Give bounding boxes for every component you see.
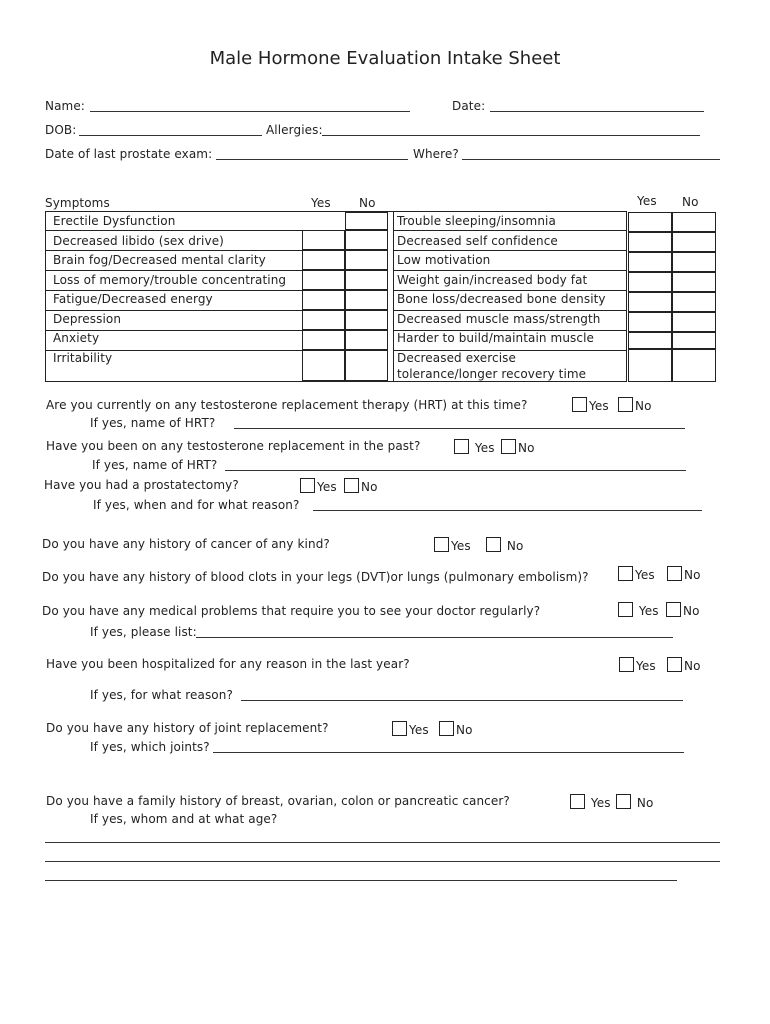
name-label: Name: <box>45 99 85 113</box>
symptom-left-4: Loss of memory/trouble concentrating <box>53 273 287 287</box>
checkbox-icon[interactable] <box>572 397 587 412</box>
date-label: Date: <box>452 99 486 113</box>
symptom-right-6-no-box[interactable] <box>672 312 716 332</box>
q9-answer-line-3[interactable] <box>45 880 677 881</box>
symptom-left-2: Decreased libido (sex drive) <box>53 234 224 248</box>
prostate-exam-label: Date of last prostate exam: <box>45 147 213 161</box>
symptom-left-3-yes-box[interactable] <box>302 250 345 270</box>
dob-label: DOB: <box>45 123 77 137</box>
row-divider <box>393 250 627 251</box>
checkbox-icon[interactable] <box>486 537 501 552</box>
symptom-right-3-yes-box[interactable] <box>628 252 672 272</box>
q6-label: Do you have any medical problems that require you to see your doctor regularly? <box>42 604 541 618</box>
q8-yes[interactable] <box>392 721 429 737</box>
q9-yes-label: Yes <box>590 796 611 810</box>
q8-yes-label: Yes <box>409 723 429 737</box>
checkbox-icon[interactable] <box>570 794 585 809</box>
q9-sub-label: If yes, whom and at what age? <box>90 812 278 826</box>
checkbox-icon[interactable] <box>501 439 516 454</box>
row-divider <box>45 310 302 311</box>
q9-answer-line-1[interactable] <box>45 842 720 843</box>
symptom-right-6: Decreased muscle mass/strength <box>397 312 601 326</box>
symptom-left-3-no-box[interactable] <box>345 250 388 270</box>
row-divider <box>393 350 627 351</box>
allergies-field[interactable] <box>322 135 700 136</box>
prostate-exam-field[interactable] <box>216 159 408 160</box>
q8-no-label: No <box>456 723 473 737</box>
q7-no-label: No <box>684 659 701 673</box>
symptom-right-1-no-box[interactable] <box>672 212 716 232</box>
q3-sub-label: If yes, when and for what reason? <box>93 498 300 512</box>
symptom-left-6-no-box[interactable] <box>345 310 388 330</box>
q9-answer-line-2[interactable] <box>45 861 720 862</box>
row-divider <box>393 330 627 331</box>
symptom-left-1: Erectile Dysfunction <box>53 214 176 228</box>
row-divider <box>45 270 302 271</box>
q5-yes[interactable] <box>618 566 655 582</box>
symptom-right-7-no-box[interactable] <box>672 332 716 349</box>
q3-no[interactable] <box>344 478 378 494</box>
q3-sub-field[interactable] <box>313 510 702 511</box>
checkbox-icon[interactable] <box>618 566 633 581</box>
where-label: Where? <box>413 147 459 161</box>
checkbox-icon[interactable] <box>667 657 682 672</box>
symptom-left-8-no-box[interactable] <box>345 350 388 381</box>
checkbox-icon[interactable] <box>667 566 682 581</box>
q1-sub-label: If yes, name of HRT? <box>90 416 216 430</box>
symptom-right-5-yes-box[interactable] <box>628 292 672 312</box>
q6-no-label: No <box>683 604 700 618</box>
symptom-right-1: Trouble sleeping/insomnia <box>397 214 556 228</box>
q6-yes[interactable] <box>618 602 659 618</box>
q4-yes-label: Yes <box>451 539 471 553</box>
q4-yes[interactable] <box>434 537 471 553</box>
symptom-left-2-no-box[interactable] <box>345 230 388 250</box>
symptom-left-2-yes-box[interactable] <box>302 230 345 250</box>
checkbox-icon[interactable] <box>434 537 449 552</box>
checkbox-icon[interactable] <box>344 478 359 493</box>
symptom-right-3: Low motivation <box>397 253 491 267</box>
symptom-left-6-yes-box[interactable] <box>302 310 345 330</box>
symptom-right-8b: tolerance/longer recovery time <box>397 367 587 381</box>
q1-label: Are you currently on any testosterone replacement therapy (HRT) at this time? <box>46 398 528 412</box>
symptom-right-3-no-box[interactable] <box>672 252 716 272</box>
q7-sub-field[interactable] <box>241 700 683 701</box>
checkbox-icon[interactable] <box>439 721 454 736</box>
symptom-right-6-yes-box[interactable] <box>628 312 672 332</box>
symptom-right-8: Decreased exercise <box>397 351 517 365</box>
symptom-left-8: Irritability <box>53 351 113 365</box>
q5-no[interactable] <box>667 566 701 582</box>
checkbox-icon[interactable] <box>666 602 681 617</box>
row-divider <box>393 290 627 291</box>
q7-yes-label: Yes <box>636 659 656 673</box>
symptom-right-5-no-box[interactable] <box>672 292 716 312</box>
name-field[interactable] <box>90 111 410 112</box>
checkbox-icon[interactable] <box>618 397 633 412</box>
symptom-right-2-no-box[interactable] <box>672 232 716 252</box>
q8-sub-label: If yes, which joints? <box>90 740 210 754</box>
symptom-right-4-no-box[interactable] <box>672 272 716 292</box>
q7-no[interactable] <box>667 657 701 673</box>
q2-no[interactable] <box>501 439 535 455</box>
checkbox-icon[interactable] <box>300 478 315 493</box>
symptom-left-7: Anxiety <box>53 331 100 345</box>
q6-sub-label: If yes, please list: <box>90 625 197 639</box>
q4-no[interactable] <box>486 537 523 553</box>
dob-field[interactable] <box>79 135 262 136</box>
q9-yes[interactable] <box>570 794 611 810</box>
symptom-right-2-yes-box[interactable] <box>628 232 672 252</box>
date-field[interactable] <box>490 111 704 112</box>
q4-no-label: No <box>506 539 524 553</box>
q8-label: Do you have any history of joint replacement? <box>46 721 329 735</box>
symptom-right-4: Weight gain/increased body fat <box>397 273 588 287</box>
checkbox-icon[interactable] <box>618 602 633 617</box>
row-divider <box>45 290 302 291</box>
q3-yes-label: Yes <box>317 480 337 494</box>
q2-sub-label: If yes, name of HRT? <box>92 458 218 472</box>
q1-yes-label: Yes <box>589 399 609 413</box>
symptom-right-8-yes-box[interactable] <box>628 349 672 382</box>
q1-no[interactable] <box>618 397 652 413</box>
q3-label: Have you had a prostatectomy? <box>44 478 239 492</box>
symptom-right-8-no-box[interactable] <box>672 349 716 382</box>
row-divider <box>45 330 302 331</box>
symptoms-yes-header-left: Yes <box>311 196 331 210</box>
q3-no-label: No <box>361 480 378 494</box>
q4-label: Do you have any history of cancer of any kind? <box>42 537 330 551</box>
symptom-right-7: Harder to build/maintain muscle <box>397 331 595 345</box>
q1-sub-field[interactable] <box>234 428 685 429</box>
q9-label: Do you have a family history of breast, ovarian, colon or pancreatic cancer? <box>46 794 510 808</box>
symptom-right-4-yes-box[interactable] <box>628 272 672 292</box>
symptoms-no-header-right: No <box>682 195 699 209</box>
row-divider <box>393 310 627 311</box>
q6-yes-label: Yes <box>638 604 659 618</box>
q8-no[interactable] <box>439 721 473 737</box>
symptom-right-2: Decreased self confidence <box>397 234 558 248</box>
q2-no-label: No <box>518 441 535 455</box>
checkbox-icon[interactable] <box>619 657 634 672</box>
q7-label: Have you been hospitalized for any reason in the last year? <box>46 657 410 671</box>
checkbox-icon[interactable] <box>392 721 407 736</box>
symptom-left-1-no-box[interactable] <box>345 212 388 230</box>
q9-no[interactable] <box>616 794 653 810</box>
q5-label: Do you have any history of blood clots in your legs (DVT)or lungs (pulmonary embolism)? <box>42 570 589 584</box>
symptom-left-3: Brain fog/Decreased mental clarity <box>53 253 266 267</box>
q5-yes-label: Yes <box>635 568 655 582</box>
q6-no[interactable] <box>666 602 700 618</box>
q2-yes-label: Yes <box>474 441 495 455</box>
allergies-label: Allergies: <box>266 123 323 137</box>
symptom-left-8-yes-box[interactable] <box>302 350 345 381</box>
symptom-left-5-no-box[interactable] <box>345 290 388 310</box>
q5-no-label: No <box>684 568 701 582</box>
page-title: Male Hormone Evaluation Intake Sheet <box>209 48 561 69</box>
row-divider <box>45 230 302 231</box>
checkbox-icon[interactable] <box>616 794 631 809</box>
q3-yes[interactable] <box>300 478 337 494</box>
symptom-left-4-yes-box[interactable] <box>302 270 345 290</box>
q8-sub-field[interactable] <box>213 752 684 753</box>
symptoms-yes-header-right: Yes <box>637 194 657 208</box>
q9-no-label: No <box>636 796 654 810</box>
symptoms-no-header-left: No <box>359 196 376 210</box>
symptom-right-1-yes-box[interactable] <box>628 212 672 232</box>
q7-yes[interactable] <box>619 657 656 673</box>
symptom-left-7-no-box[interactable] <box>345 330 388 350</box>
q6-sub-field[interactable] <box>196 637 673 638</box>
q2-yes[interactable] <box>454 439 495 455</box>
symptom-left-4-no-box[interactable] <box>345 270 388 290</box>
row-divider <box>45 250 302 251</box>
row-divider <box>45 350 302 351</box>
symptom-left-6: Depression <box>53 312 122 326</box>
row-divider <box>393 270 627 271</box>
q7-sub-label: If yes, for what reason? <box>90 688 233 702</box>
q2-label: Have you been on any testosterone replacement in the past? <box>46 439 421 453</box>
q2-sub-field[interactable] <box>225 470 686 471</box>
symptom-left-7-yes-box[interactable] <box>302 330 345 350</box>
q1-no-label: No <box>635 399 652 413</box>
checkbox-icon[interactable] <box>454 439 469 454</box>
symptom-right-5: Bone loss/decreased bone density <box>397 292 606 306</box>
row-divider <box>393 230 627 231</box>
symptom-right-7-yes-box[interactable] <box>628 332 672 349</box>
q1-yes[interactable] <box>572 397 609 413</box>
symptoms-header: Symptoms <box>45 196 110 210</box>
symptom-left-5: Fatigue/Decreased energy <box>53 292 213 306</box>
where-field[interactable] <box>462 159 720 160</box>
symptom-left-5-yes-box[interactable] <box>302 290 345 310</box>
